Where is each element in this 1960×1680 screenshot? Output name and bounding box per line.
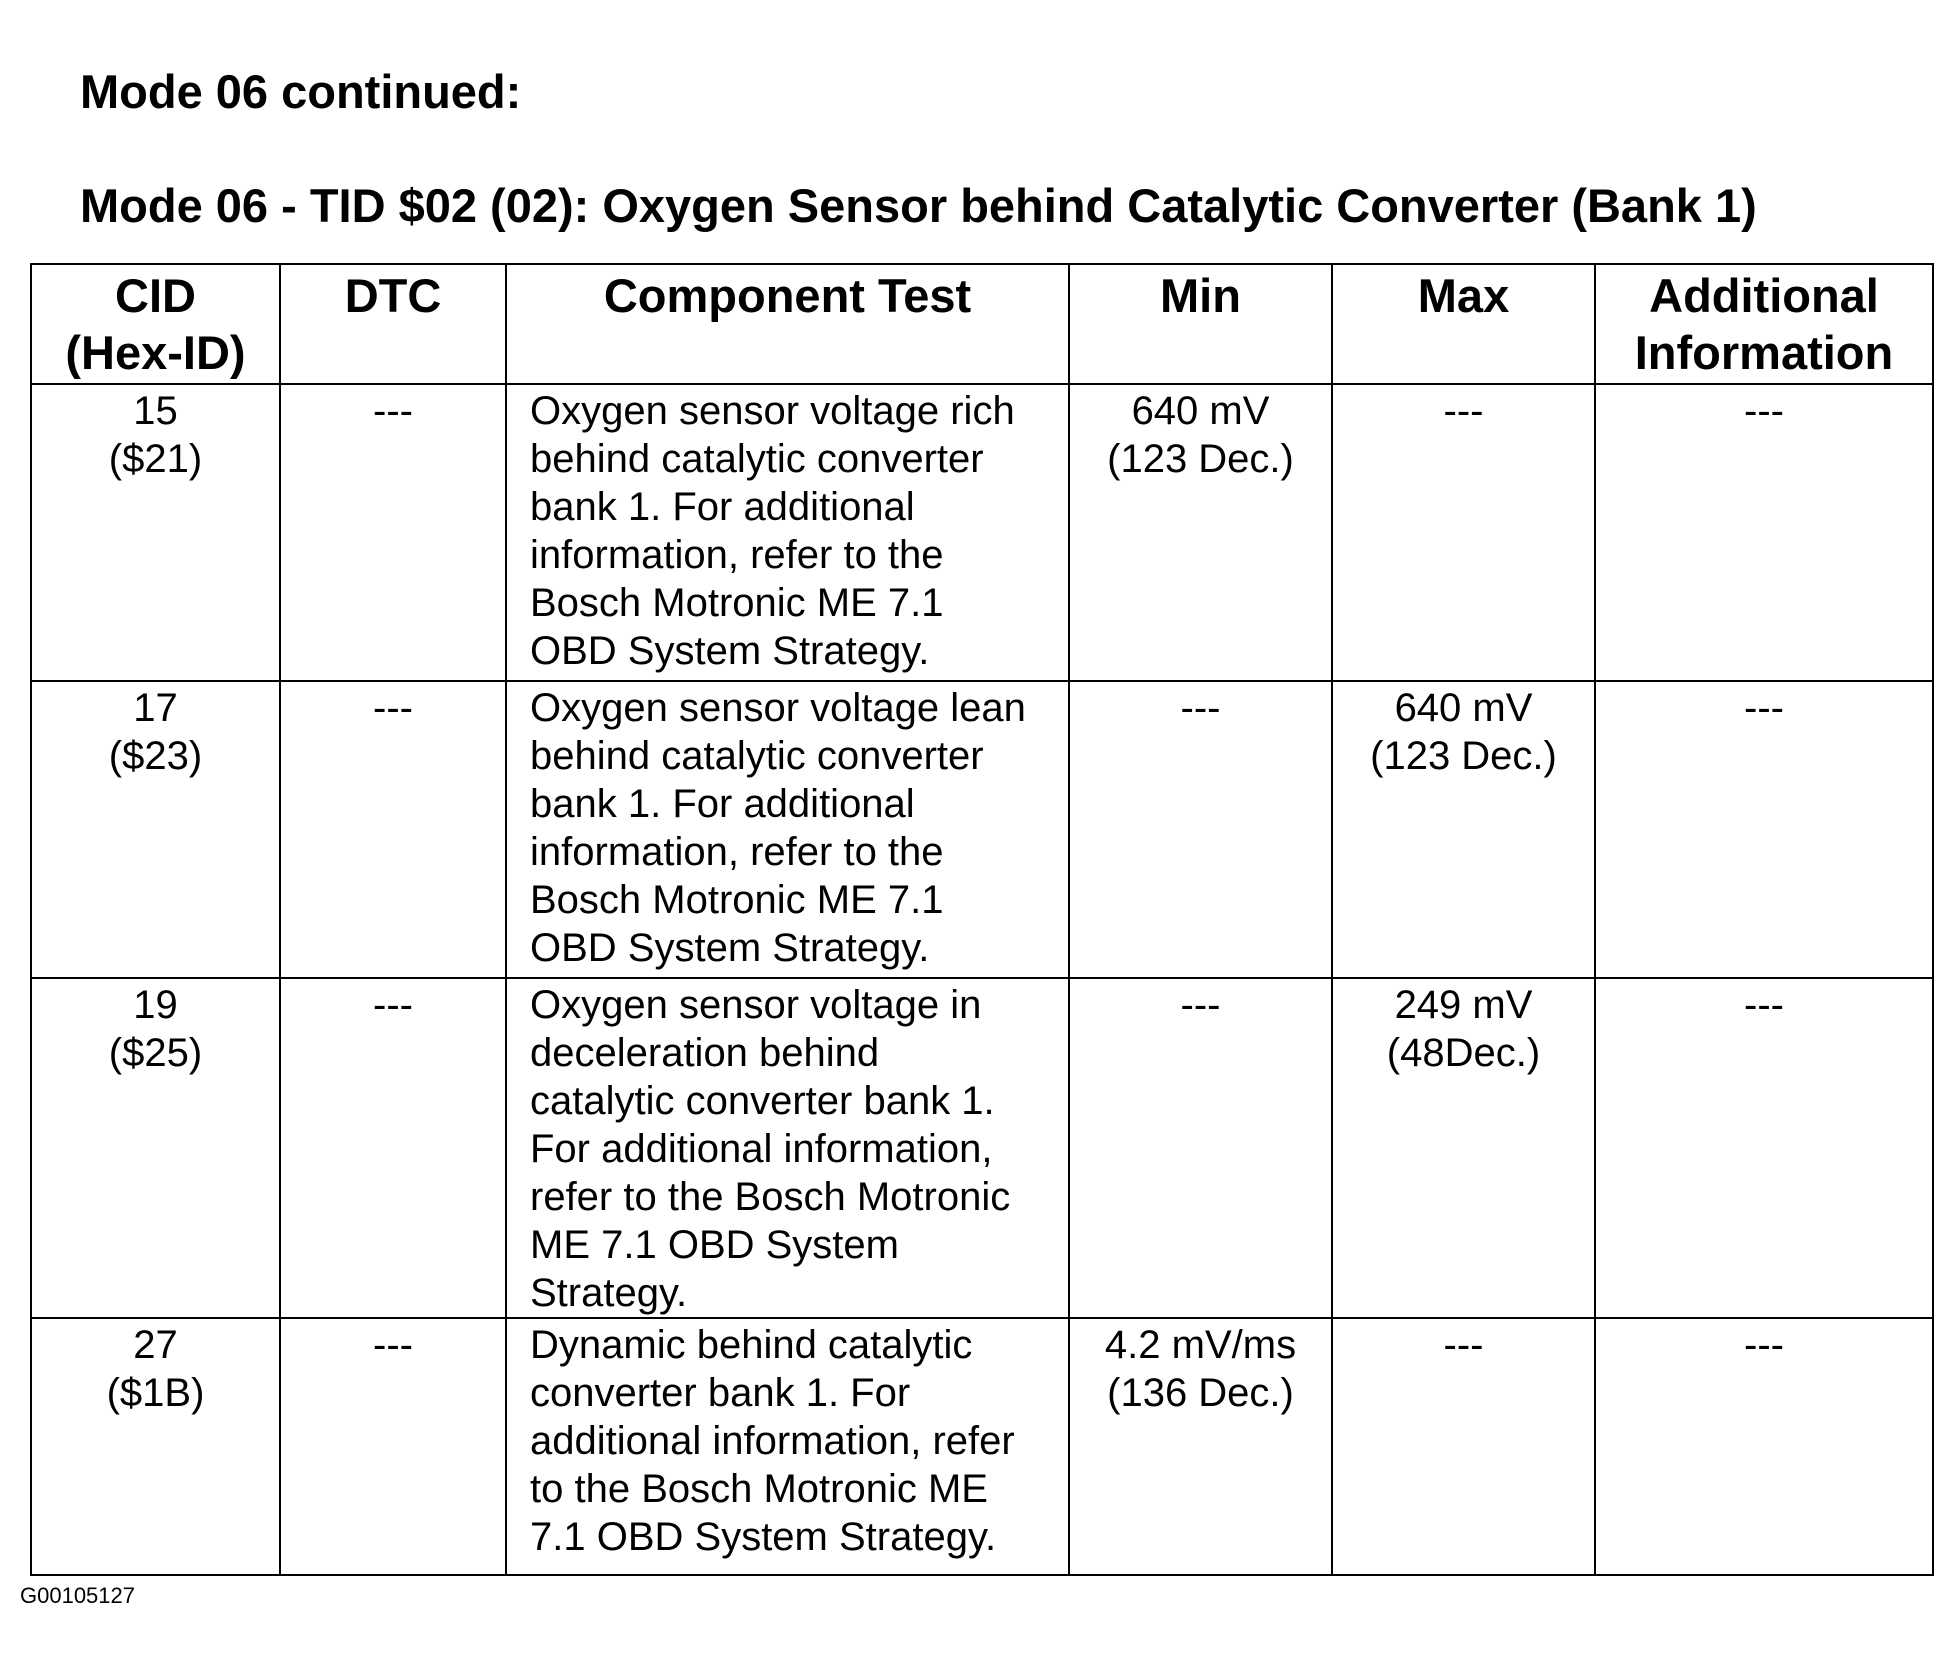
table-row	[31, 384, 1933, 681]
cell-max: 640 mV (123 Dec.)	[1332, 681, 1595, 978]
header-dtc: DTC	[280, 264, 506, 384]
cell-min: ---	[1069, 978, 1332, 1318]
cell-additional-information: ---	[1595, 681, 1933, 978]
figure-id: G00105127	[20, 1583, 135, 1608]
table-row	[31, 681, 1933, 978]
cell-min: 4.2 mV/ms (136 Dec.)	[1069, 1318, 1332, 1575]
mode06-table	[30, 263, 1934, 1576]
header-min: Min	[1069, 264, 1332, 384]
header-max: Max	[1332, 264, 1595, 384]
cell-cid: 27 ($1B)	[31, 1318, 280, 1575]
table-header-row	[31, 264, 1933, 384]
cell-min: 640 mV (123 Dec.)	[1069, 384, 1332, 681]
header-additional-information: Additional Information	[1595, 264, 1933, 384]
cell-max: ---	[1332, 384, 1595, 681]
cell-component-test: Oxygen sensor voltage lean behind catalytic converter bank 1. For additional information, refer to the Bosch Motronic ME 7.1 OBD System Strategy.	[506, 681, 1069, 978]
cell-additional-information: ---	[1595, 978, 1933, 1318]
section-title: Mode 06 - TID $02 (02): Oxygen Sensor behind Catalytic Converter (Bank 1)	[80, 179, 1757, 232]
cell-cid: 15 ($21)	[31, 384, 280, 681]
cell-component-test: Dynamic behind catalytic converter bank 1. For additional information, refer to the Bosch Motronic ME 7.1 OBD System Strategy.	[506, 1318, 1069, 1575]
cell-cid: 17 ($23)	[31, 681, 280, 978]
header-component-test: Component Test	[506, 264, 1069, 384]
cell-component-test: Oxygen sensor voltage rich behind catalytic converter bank 1. For additional information, refer to the Bosch Motronic ME 7.1 OBD System Strategy.	[506, 384, 1069, 681]
cell-component-test: Oxygen sensor voltage in deceleration behind catalytic converter bank 1. For additional information, refer to the Bosch Motronic ME 7.1 OBD System Strategy.	[506, 978, 1069, 1318]
cell-dtc: ---	[280, 384, 506, 681]
table-row	[31, 1318, 1933, 1575]
page-heading: Mode 06 continued:	[80, 65, 522, 118]
cell-min: ---	[1069, 681, 1332, 978]
cell-additional-information: ---	[1595, 384, 1933, 681]
table-row	[31, 978, 1933, 1318]
cell-additional-information: ---	[1595, 1318, 1933, 1575]
cell-cid: 19 ($25)	[31, 978, 280, 1318]
cell-dtc: ---	[280, 681, 506, 978]
cell-dtc: ---	[280, 978, 506, 1318]
header-cid: CID (Hex-ID)	[31, 264, 280, 384]
cell-dtc: ---	[280, 1318, 506, 1575]
cell-max: 249 mV (48Dec.)	[1332, 978, 1595, 1318]
cell-max: ---	[1332, 1318, 1595, 1575]
